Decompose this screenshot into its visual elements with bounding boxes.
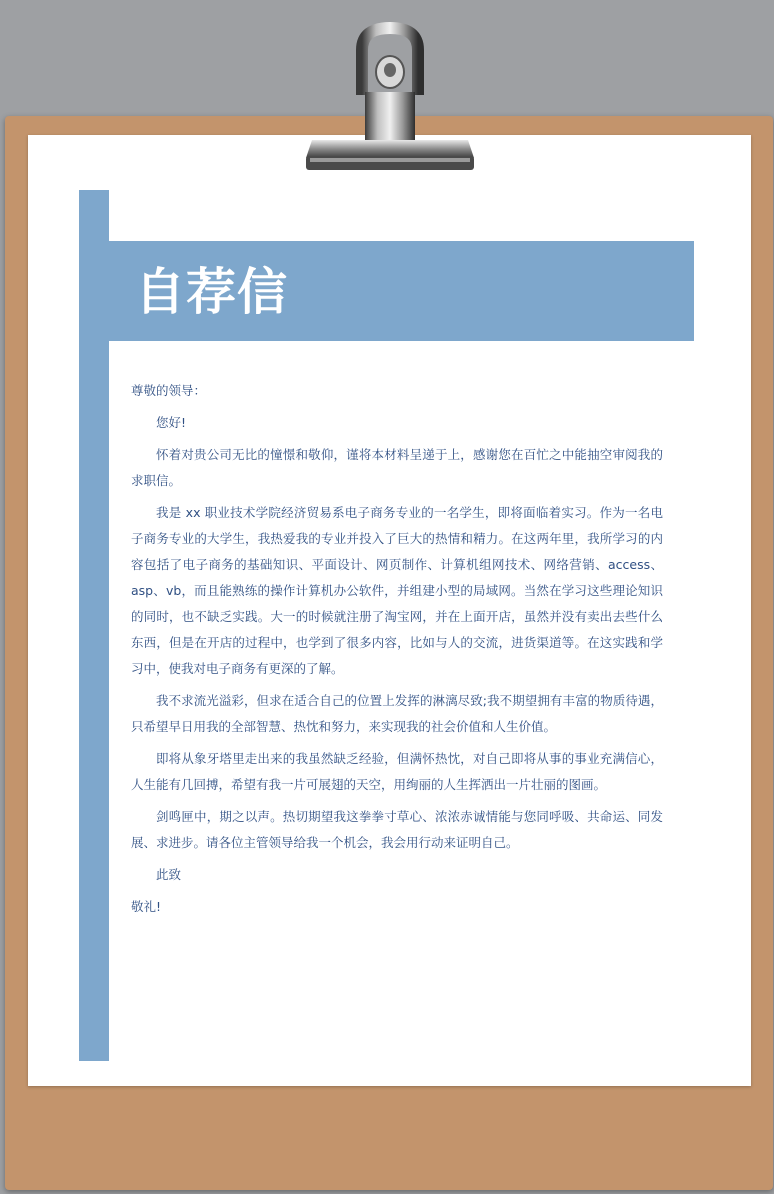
salutation: 尊敬的领导： (131, 383, 207, 398)
closing: 此致 (156, 867, 182, 882)
paragraph-4: 即将从象牙塔里走出来的我虽然缺乏经验，但满怀热忱，对自己即将从事的事业充满信心，人生能有几回搏，希望有我一片可展翅的天空，用绚丽的人生挥洒出一片壮丽的图画。 (131, 751, 663, 792)
title-band (109, 241, 694, 341)
accent-bar (79, 190, 109, 1061)
binder-clip-icon (290, 20, 490, 180)
regards: 敬礼! (131, 899, 162, 914)
page-title: 自荐信 (135, 263, 288, 321)
paragraph-1: 怀着对贵公司无比的憧憬和敬仰，谨将本材料呈递于上，感谢您在百忙之中能抽空审阅我的求职信。 (131, 447, 663, 488)
paragraph-5: 剑鸣匣中，期之以声。热切期望我这拳拳寸草心、浓浓赤诚情能与您同呼吸、共命运、同发展、求进步。请各位主管领导给我一个机会，我会用行动来证明自己。 (131, 809, 663, 850)
paragraph-3: 我不求流光溢彩，但求在适合自己的位置上发挥的淋漓尽致;我不期望拥有丰富的物质待遇，只希望早日用我的全部智慧、热忱和努力，来实现我的社会价值和人生价值。 (131, 693, 663, 734)
greeting: 您好! (156, 415, 187, 430)
paragraph-2: 我是 xx 职业技术学院经济贸易系电子商务专业的一名学生，即将面临着实习。作为一名电子商务专业的大学生，我热爱我的专业并投入了巨大的热情和精力。在这两年里，我所学习的内容包括了电子商务的基础知识、平面设计、网页制作、计算机组网技术、网络营销、access、asp、vb，而且能熟练的操作计算机办公软件，并组建小型的局域网。当然在学习这些理论知识的同时，也不缺乏实践。大一的时候就注册了淘宝网，并在上面开店，虽然并没有卖出去些什么东西，但是在开店的过程中，也学到了很多内容，比如与人的交流，进货渠道等。在这实践和学习中，使我对电子商务有更深的了解。 (131, 505, 663, 676)
letter-body (131, 378, 663, 926)
